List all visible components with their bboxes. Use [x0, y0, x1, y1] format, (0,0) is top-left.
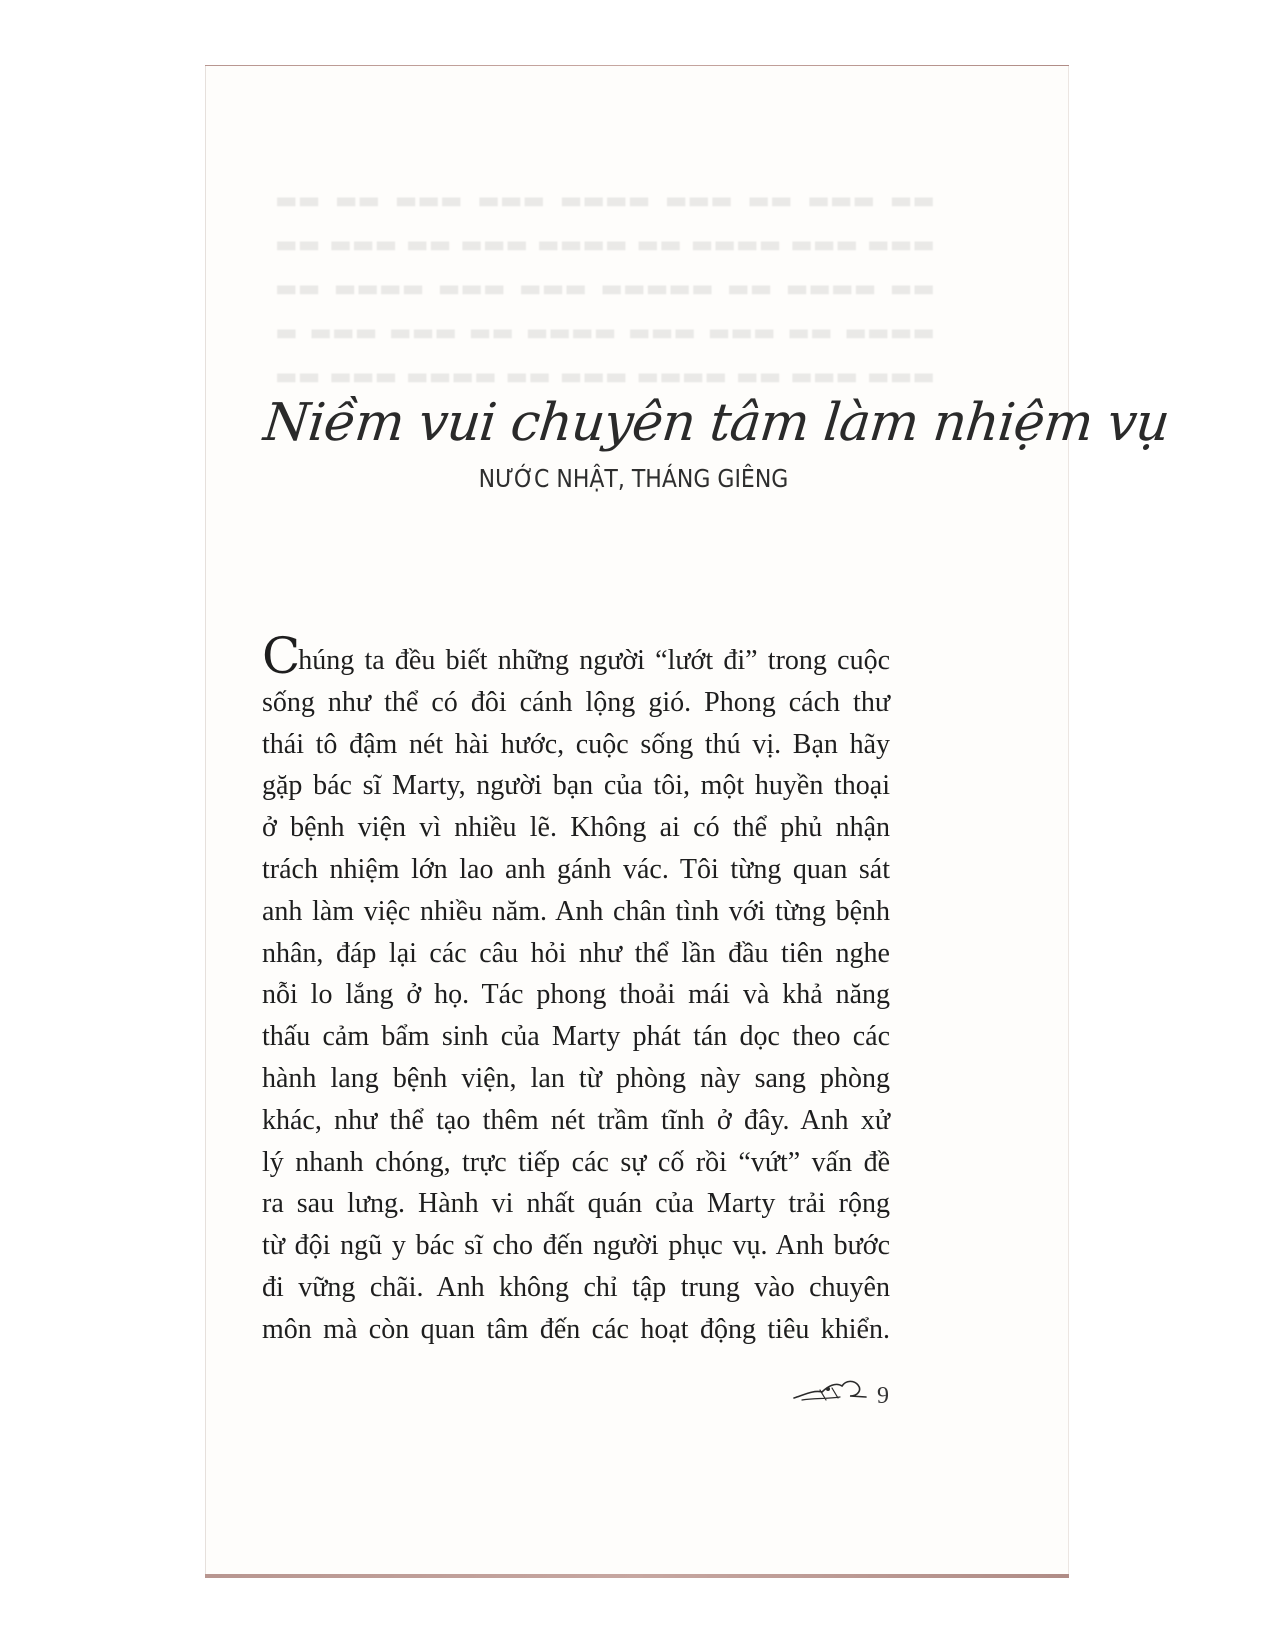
body-line: sống như thể có đôi cánh lộng gió. Phong cách thư	[262, 686, 890, 718]
drop-cap: C	[262, 627, 301, 685]
body-line-1-rest: húng ta đều biết những người “lướt đi” trong cuộc	[298, 645, 890, 676]
chapter-title: Niềm vui chuyên tâm làm nhiệm vụ	[260, 392, 1172, 453]
body-line: anh làm việc nhiều năm. Anh chân tình với từng bệnh	[262, 895, 890, 927]
body-line: nỗi lo lắng ở họ. Tác phong thoải mái và khả năng	[262, 979, 890, 1011]
body-line: lý nhanh chóng, trực tiếp các sự cố rồi “vứt” vấn đề	[262, 1146, 890, 1178]
body-line: ở bệnh viện vì nhiều lẽ. Không ai có thể phủ nhận	[262, 812, 890, 844]
body-line: đi vững chãi. Anh không chỉ tập trung vào chuyên	[262, 1271, 890, 1303]
body-line: từ đội ngũ y bác sĩ cho đến người phục vụ. Anh bước	[262, 1230, 890, 1262]
body-line: trách nhiệm lớn lao anh gánh vác. Tôi từng quan sát	[262, 853, 890, 885]
page-bottom-edge	[205, 1574, 1069, 1578]
body-line: thấu cảm bẩm sinh của Marty phát tán dọc theo các	[262, 1021, 890, 1053]
bird-flourish-icon	[792, 1376, 874, 1406]
page-number: 9	[877, 1383, 889, 1409]
body-line: nhân, đáp lại các câu hỏi như thể lần đầu tiên nghe	[262, 937, 890, 969]
body-line-1	[262, 627, 890, 685]
body-line: gặp bác sĩ Marty, người bạn của tôi, một huyền thoại	[262, 770, 890, 802]
body-line: hành lang bệnh viện, lan từ phòng này sang phòng	[262, 1062, 890, 1094]
body-line: môn mà còn quan tâm đến các hoạt động tiêu khiển.	[262, 1313, 890, 1345]
body-line: ra sau lưng. Hành vi nhất quán của Marty trải rộng	[262, 1188, 890, 1220]
body-paragraph	[262, 627, 890, 1351]
chapter-subtitle: NƯỚC NHẬT, THÁNG GIÊNG	[478, 464, 789, 493]
body-line: khác, như thể tạo thêm nét trầm tĩnh ở đây. Anh xử	[262, 1104, 890, 1136]
body-line: thái tô đậm nét hài hước, cuộc sống thú vị. Bạn hãy	[262, 728, 890, 760]
